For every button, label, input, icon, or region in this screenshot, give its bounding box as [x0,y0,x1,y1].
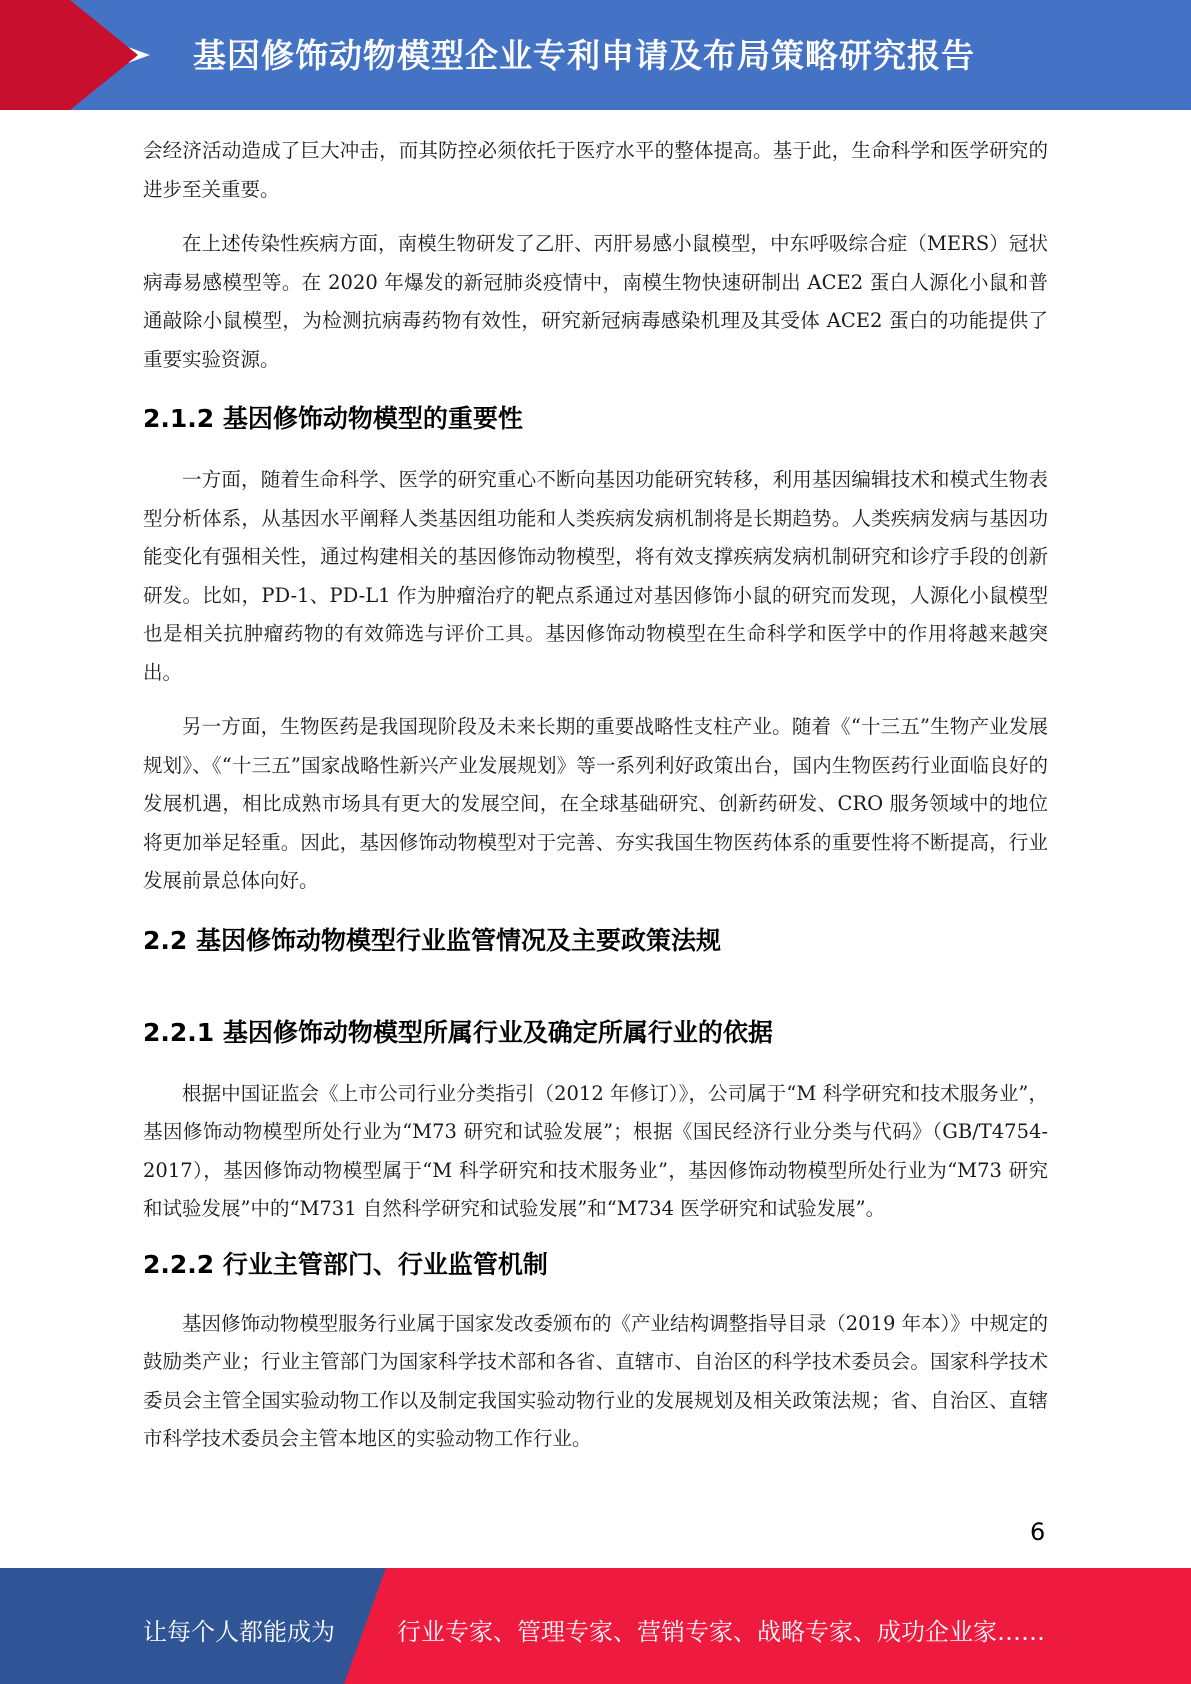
footer-slogan-right: 行业专家、管理专家、营销专家、战略专家、成功企业家…… [397,1618,1045,1646]
page-header [0,0,1191,110]
page-footer [0,1568,1191,1684]
paragraph-continuation: 会经济活动造成了巨大冲击，而其防控必须依托于医疗水平的整体提高。基于此，生命科学和医学研究的进步至关重要。 [143,139,1048,201]
paragraph-one-hand: 一方面，随着生命科学、医学的研究重心不断向基因功能研究转移，利用基因编辑技术和模式生物表型分析体系，从基因水平阐释人类基因组功能和人类疾病发病机制将是长期趋势。人类疾病发病与基因功能变化有强相关性，通过构建相关的基因修饰动物模型，将有效支撑疾病发病机制研究和诊疗手段的创新研发。比如，PD-1、PD-L1 作为肿瘤治疗的靶点系通过对基因修饰小鼠的研究而发现，人源化小鼠模型也是相关抗肿瘤药物的有效筛选与评价工具。基因修饰动物模型在生命科学和医学中的作用将越来越突出。 [143,468,1048,684]
paragraph-regulatory-department: 基因修饰动物模型服务行业属于国家发改委颁布的《产业结构调整指导目录（2019 年本）》中规定的鼓励类产业；行业主管部门为国家科学技术部和各省、直辖市、自治区的科学技术委员会。国家科学技术委员会主管全国实验动物工作以及制定我国实验动物行业的发展规划及相关政策法规；省、自治区、直辖市科学技术委员会主管本地区的实验动物工作行业。 [143,1311,1048,1450]
footer-slogan-left: 让每个人都能成为 [143,1618,335,1646]
document-body [143,132,1048,1459]
report-title: 基因修饰动物模型企业专利申请及布局策略研究报告 [193,36,975,75]
heading-2-2-1: 2.2.1 基因修饰动物模型所属行业及确定所属行业的依据 [143,1017,773,1047]
heading-2-2-2: 2.2.2 行业主管部门、行业监管机制 [143,1249,548,1279]
header-red-block [0,0,70,110]
header-red-arrow [70,0,138,110]
paragraph-infectious-disease: 在上述传染性疾病方面，南模生物研发了乙肝、丙肝易感小鼠模型，中东呼吸综合症（MERS）冠状病毒易感模型等。在 2020 年爆发的新冠肺炎疫情中，南模生物快速研制出 ACE2 蛋白人源化小鼠和普通敲除小鼠模型，为检测抗病毒药物有效性，研究新冠病毒感染机理及其受体 ACE2 蛋白的功能提供了重要实验资源。 [143,232,1048,371]
paragraph-other-hand: 另一方面，生物医药是我国现阶段及未来长期的重要战略性支柱产业。随着《“十三五”生物产业发展规划》、《“十三五”国家战略性新兴产业发展规划》等一系列利好政策出台，国内生物医药行业面临良好的发展机遇，相比成熟市场具有更大的发展空间，在全球基础研究、创新药研发、CRO 服务领域中的地位将更加举足轻重。因此，基因修饰动物模型对于完善、夯实我国生物医药体系的重要性将不断提高，行业发展前景总体向好。 [143,715,1048,892]
heading-2-2: 2.2 基因修饰动物模型行业监管情况及主要政策法规 [143,925,721,955]
paragraph-industry-classification: 根据中国证监会《上市公司行业分类指引（2012 年修订）》，公司属于“M 科学研究和技术服务业”，基因修饰动物模型所处行业为“M73 研究和试验发展”；根据《国民经济行业分类与代码》（GB/T4754-2017），基因修饰动物模型属于“M 科学研究和技术服务业”，基因修饰动物模型所处行业为“M73 研究和试验发展”中的“M731 自然科学研究和试验发展”和“M734 医学研究和试验发展”。 [143,1081,1048,1220]
page-number: 6 [1030,1518,1046,1546]
heading-2-1-2: 2.1.2 基因修饰动物模型的重要性 [143,404,523,433]
